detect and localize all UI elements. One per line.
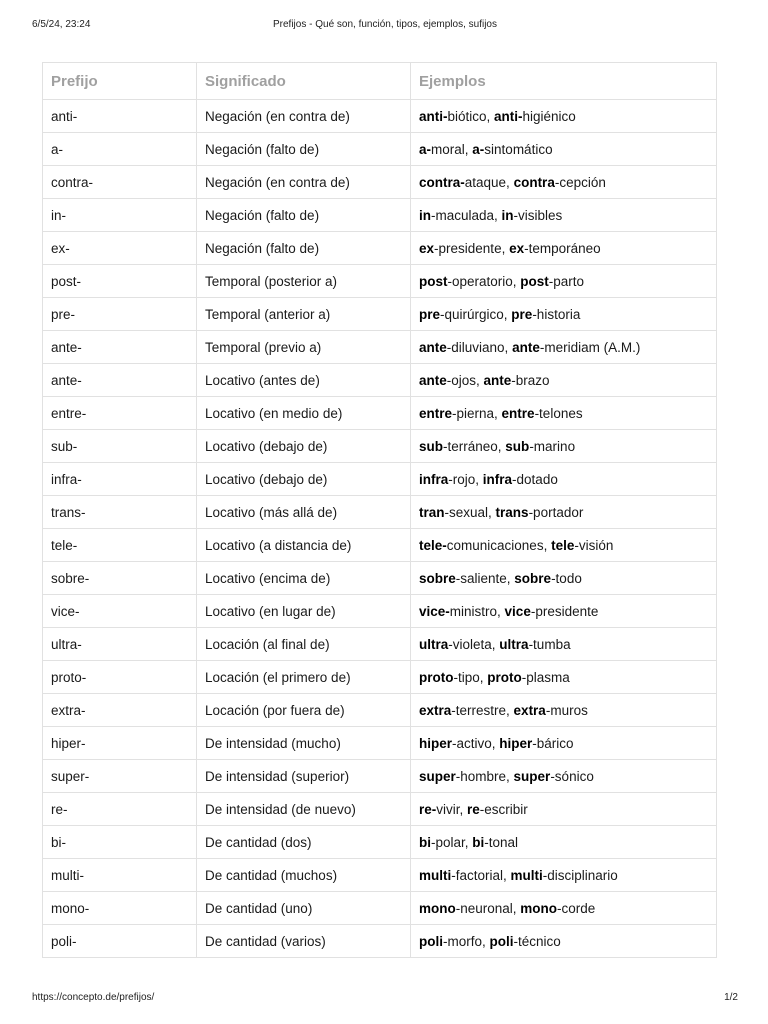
examples-cell — [411, 430, 717, 463]
prefix-cell: hiper- — [43, 727, 197, 760]
prefix-cell: re- — [43, 793, 197, 826]
example-rest: -saliente, — [455, 570, 515, 586]
table-row — [43, 265, 717, 298]
example-prefix-bold: post — [419, 273, 448, 289]
prefix-cell: ante- — [43, 364, 197, 397]
meaning-cell: Temporal (previo a) — [197, 331, 411, 364]
prefix-cell: bi- — [43, 826, 197, 859]
example-rest: -diluviano, — [446, 339, 513, 355]
example-prefix-bold: ex — [419, 240, 435, 256]
prefix-cell: extra- — [43, 694, 197, 727]
table-row — [43, 826, 717, 859]
table-row — [43, 100, 717, 133]
prefix-cell: in- — [43, 199, 197, 232]
example-prefix-bold: pre — [419, 306, 441, 322]
example-prefix-bold: vice- — [419, 603, 450, 619]
examples-cell — [411, 199, 717, 232]
table-body — [43, 100, 717, 958]
example-prefix-bold: ex — [509, 240, 525, 256]
table-row — [43, 925, 717, 958]
example-rest: -temporáneo — [524, 240, 601, 256]
example-prefix-bold: extra — [513, 702, 546, 718]
prefix-cell: anti- — [43, 100, 197, 133]
table-row — [43, 892, 717, 925]
prefix-cell: proto- — [43, 661, 197, 694]
example-prefix-bold: mono — [520, 900, 558, 916]
example-rest: -dotado — [512, 471, 558, 487]
table-row — [43, 430, 717, 463]
meaning-cell: Temporal (anterior a) — [197, 298, 411, 331]
example-prefix-bold: proto — [487, 669, 522, 685]
table-row — [43, 628, 717, 661]
example-prefix-bold: in — [419, 207, 431, 223]
example-rest: comunicaciones, — [446, 537, 552, 553]
print-footer — [32, 992, 738, 1006]
example-prefix-bold: ante — [483, 372, 512, 388]
example-rest: ministro, — [449, 603, 505, 619]
examples-cell — [411, 397, 717, 430]
table-row — [43, 133, 717, 166]
example-rest: -muros — [545, 702, 588, 718]
example-prefix-bold: anti- — [494, 108, 523, 124]
table-row — [43, 562, 717, 595]
example-rest: -escribir — [479, 801, 528, 817]
example-prefix-bold: infra — [482, 471, 513, 487]
example-prefix-bold: sub — [419, 438, 444, 454]
example-prefix-bold: tran — [419, 504, 445, 520]
examples-cell — [411, 892, 717, 925]
example-rest: -plasma — [521, 669, 570, 685]
example-rest: -meridiam (A.M.) — [539, 339, 641, 355]
table-row — [43, 364, 717, 397]
table-row — [43, 298, 717, 331]
example-prefix-bold: re — [467, 801, 480, 817]
print-header — [32, 19, 738, 33]
examples-cell — [411, 331, 717, 364]
example-prefix-bold: sobre — [514, 570, 552, 586]
meaning-cell: Locación (al final de) — [197, 628, 411, 661]
print-date: 6/5/24, 23:24 — [32, 19, 91, 30]
examples-cell — [411, 925, 717, 958]
example-prefix-bold: sub — [505, 438, 530, 454]
example-rest: -bárico — [532, 735, 574, 751]
meaning-cell: Locativo (encima de) — [197, 562, 411, 595]
example-prefix-bold: super — [513, 768, 551, 784]
example-rest: -marino — [529, 438, 576, 454]
example-prefix-bold: pre — [511, 306, 533, 322]
example-prefix-bold: tele — [551, 537, 575, 553]
examples-cell — [411, 595, 717, 628]
examples-cell — [411, 496, 717, 529]
prefix-cell: poli- — [43, 925, 197, 958]
example-prefix-bold: vice — [504, 603, 531, 619]
meaning-cell: De intensidad (de nuevo) — [197, 793, 411, 826]
example-rest: -brazo — [511, 372, 550, 388]
example-rest: -visión — [574, 537, 614, 553]
example-rest: -presidente — [530, 603, 599, 619]
example-rest: -polar, — [431, 834, 473, 850]
table-row — [43, 463, 717, 496]
examples-cell — [411, 661, 717, 694]
example-rest: -activo, — [452, 735, 500, 751]
examples-cell — [411, 562, 717, 595]
example-rest: -pierna, — [452, 405, 502, 421]
meaning-cell: Negación (falto de) — [197, 199, 411, 232]
example-rest: -cepción — [554, 174, 606, 190]
table-row — [43, 760, 717, 793]
example-prefix-bold: extra — [419, 702, 452, 718]
examples-cell — [411, 793, 717, 826]
meaning-cell: Locativo (antes de) — [197, 364, 411, 397]
example-rest: sintomático — [484, 141, 553, 157]
examples-cell — [411, 694, 717, 727]
example-rest: -neuronal, — [455, 900, 521, 916]
prefix-cell: infra- — [43, 463, 197, 496]
meaning-cell: De cantidad (uno) — [197, 892, 411, 925]
column-header-prefijo: Prefijo — [43, 63, 197, 100]
table-row — [43, 199, 717, 232]
example-rest: ataque, — [464, 174, 514, 190]
examples-cell — [411, 364, 717, 397]
example-rest: -operatorio, — [447, 273, 521, 289]
example-rest: -hombre, — [455, 768, 514, 784]
table-row — [43, 661, 717, 694]
examples-cell — [411, 265, 717, 298]
example-rest: -maculada, — [431, 207, 502, 223]
example-rest: -tipo, — [453, 669, 488, 685]
meaning-cell: De cantidad (muchos) — [197, 859, 411, 892]
example-rest: vivir, — [436, 801, 468, 817]
page-url: https://concepto.de/prefijos/ — [32, 992, 155, 1003]
table-row — [43, 496, 717, 529]
page-title: Prefijos - Qué son, función, tipos, ejemplos, sufijos — [273, 19, 497, 30]
example-prefix-bold: mono — [419, 900, 456, 916]
meaning-cell: De intensidad (superior) — [197, 760, 411, 793]
meaning-cell: De cantidad (varios) — [197, 925, 411, 958]
prefix-cell: sub- — [43, 430, 197, 463]
prefix-cell: post- — [43, 265, 197, 298]
examples-cell — [411, 463, 717, 496]
meaning-cell: Locativo (a distancia de) — [197, 529, 411, 562]
example-prefix-bold: hiper — [499, 735, 533, 751]
example-rest: -rojo, — [448, 471, 483, 487]
table-row — [43, 529, 717, 562]
table-row — [43, 331, 717, 364]
meaning-cell: Negación (en contra de) — [197, 100, 411, 133]
example-prefix-bold: in — [501, 207, 514, 223]
prefix-cell: trans- — [43, 496, 197, 529]
example-rest: -terrestre, — [451, 702, 514, 718]
examples-cell — [411, 100, 717, 133]
table-row — [43, 694, 717, 727]
example-prefix-bold: poli — [489, 933, 514, 949]
prefix-cell: ante- — [43, 331, 197, 364]
example-prefix-bold: multi — [419, 867, 452, 883]
example-prefix-bold: proto — [419, 669, 454, 685]
example-prefix-bold: ante — [419, 339, 447, 355]
example-prefix-bold: contra — [513, 174, 555, 190]
prefix-cell: mono- — [43, 892, 197, 925]
prefix-cell: tele- — [43, 529, 197, 562]
example-prefix-bold: tele- — [419, 537, 447, 553]
examples-cell — [411, 166, 717, 199]
examples-cell — [411, 529, 717, 562]
meaning-cell: Locativo (debajo de) — [197, 463, 411, 496]
meaning-cell: Temporal (posterior a) — [197, 265, 411, 298]
examples-cell — [411, 298, 717, 331]
example-rest: -historia — [532, 306, 581, 322]
meaning-cell: Locativo (debajo de) — [197, 430, 411, 463]
prefix-table — [42, 62, 717, 958]
example-prefix-bold: entre — [501, 405, 535, 421]
page-number: 1/2 — [724, 992, 738, 1003]
prefix-cell: sobre- — [43, 562, 197, 595]
example-prefix-bold: bi — [419, 834, 431, 850]
column-header-significado: Significado — [197, 63, 411, 100]
example-rest: -telones — [534, 405, 583, 421]
examples-cell — [411, 826, 717, 859]
example-prefix-bold: poli — [419, 933, 443, 949]
example-prefix-bold: re- — [419, 801, 437, 817]
examples-cell — [411, 859, 717, 892]
example-prefix-bold: bi — [472, 834, 485, 850]
example-rest: -todo — [551, 570, 582, 586]
examples-cell — [411, 760, 717, 793]
example-rest: -tumba — [528, 636, 571, 652]
meaning-cell: De intensidad (mucho) — [197, 727, 411, 760]
example-rest: -sónico — [550, 768, 594, 784]
example-prefix-bold: contra- — [419, 174, 465, 190]
meaning-cell: Locativo (más allá de) — [197, 496, 411, 529]
example-rest: -ojos, — [446, 372, 484, 388]
example-prefix-bold: super — [419, 768, 456, 784]
example-rest: biótico, — [447, 108, 495, 124]
example-rest: -parto — [548, 273, 585, 289]
examples-cell — [411, 628, 717, 661]
prefix-cell: super- — [43, 760, 197, 793]
example-rest: -factorial, — [451, 867, 511, 883]
example-prefix-bold: infra — [419, 471, 449, 487]
example-prefix-bold: ante — [512, 339, 540, 355]
meaning-cell: Negación (falto de) — [197, 133, 411, 166]
example-rest: -corde — [557, 900, 596, 916]
meaning-cell: Locativo (en medio de) — [197, 397, 411, 430]
meaning-cell: De cantidad (dos) — [197, 826, 411, 859]
table-row — [43, 232, 717, 265]
example-prefix-bold: a- — [419, 141, 432, 157]
example-rest: -técnico — [513, 933, 561, 949]
table-row — [43, 595, 717, 628]
example-rest: -disciplinario — [542, 867, 618, 883]
prefix-cell: contra- — [43, 166, 197, 199]
examples-cell — [411, 727, 717, 760]
column-header-ejemplos: Ejemplos — [411, 63, 717, 100]
example-prefix-bold: sobre — [419, 570, 456, 586]
example-rest: -presidente, — [434, 240, 510, 256]
example-rest: -quirúrgico, — [440, 306, 512, 322]
example-rest: -visibles — [513, 207, 563, 223]
example-prefix-bold: ante — [419, 372, 447, 388]
example-prefix-bold: trans — [495, 504, 529, 520]
example-rest: -sexual, — [444, 504, 496, 520]
example-prefix-bold: post — [520, 273, 549, 289]
example-rest: -tonal — [484, 834, 519, 850]
table-row — [43, 793, 717, 826]
examples-cell — [411, 133, 717, 166]
table-row — [43, 859, 717, 892]
prefix-cell: a- — [43, 133, 197, 166]
table-row — [43, 397, 717, 430]
example-rest: higiénico — [522, 108, 576, 124]
example-prefix-bold: multi — [510, 867, 543, 883]
table-row — [43, 727, 717, 760]
example-rest: -morfo, — [443, 933, 490, 949]
prefix-cell: ultra- — [43, 628, 197, 661]
meaning-cell: Locativo (en lugar de) — [197, 595, 411, 628]
prefix-cell: ex- — [43, 232, 197, 265]
examples-cell — [411, 232, 717, 265]
table-header-row — [43, 63, 717, 100]
example-prefix-bold: a- — [472, 141, 485, 157]
table-row — [43, 166, 717, 199]
meaning-cell: Negación (en contra de) — [197, 166, 411, 199]
example-rest: -portador — [528, 504, 584, 520]
example-rest: moral, — [431, 141, 473, 157]
example-prefix-bold: entre — [419, 405, 453, 421]
example-prefix-bold: ultra — [499, 636, 529, 652]
example-rest: -violeta, — [448, 636, 500, 652]
prefix-cell: vice- — [43, 595, 197, 628]
example-rest: -terráneo, — [443, 438, 506, 454]
example-prefix-bold: ultra — [419, 636, 449, 652]
prefix-cell: pre- — [43, 298, 197, 331]
example-prefix-bold: hiper — [419, 735, 453, 751]
prefix-cell: entre- — [43, 397, 197, 430]
prefix-cell: multi- — [43, 859, 197, 892]
meaning-cell: Negación (falto de) — [197, 232, 411, 265]
meaning-cell: Locación (el primero de) — [197, 661, 411, 694]
example-prefix-bold: anti- — [419, 108, 448, 124]
meaning-cell: Locación (por fuera de) — [197, 694, 411, 727]
